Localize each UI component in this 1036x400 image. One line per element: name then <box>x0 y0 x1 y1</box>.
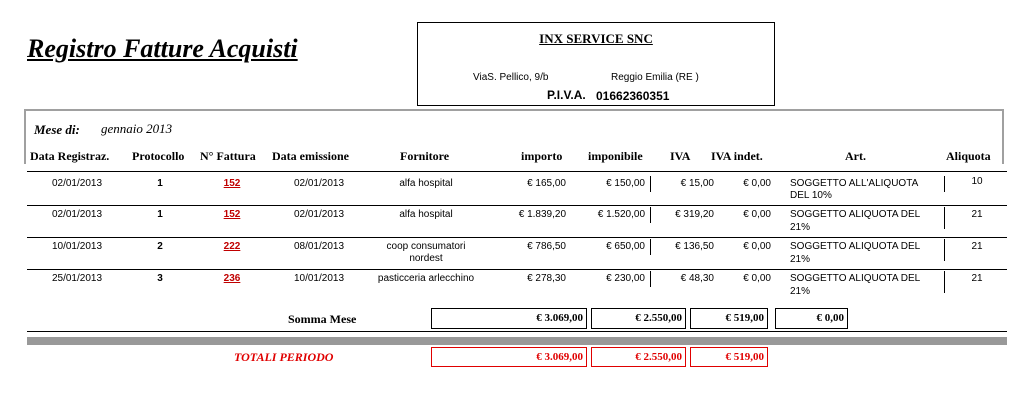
cell-art-line2: 21% <box>790 254 811 265</box>
period-total-iva: € 519,00 <box>690 347 768 367</box>
cell-iva: € 48,30 <box>680 273 714 284</box>
invoice-number-link[interactable]: 222 <box>223 241 241 252</box>
cell-art-line2: 21% <box>790 222 811 233</box>
invoice-number-link[interactable]: 152 <box>223 178 241 189</box>
month-value: gennaio 2013 <box>101 121 173 136</box>
header-divider <box>27 171 1007 172</box>
cell-data-registraz: 02/01/2013 <box>51 209 103 220</box>
cell-imponibile: € 230,00 <box>606 273 645 284</box>
monthly-total-iva-indet: € 0,00 <box>775 308 848 329</box>
monthly-total-iva: € 519,00 <box>690 308 768 329</box>
row-divider <box>27 269 1007 270</box>
company-city: Reggio Emilia (RE ) <box>611 72 699 83</box>
column-header-aliquota: Aliquota <box>946 149 991 163</box>
column-header-importo: importo <box>521 149 563 163</box>
column-header-numero-fattura: N° Fattura <box>200 149 256 163</box>
column-separator <box>944 271 945 293</box>
cell-art-line2: DEL 10% <box>790 190 832 201</box>
company-piva: 01662360351 <box>596 89 670 103</box>
column-header-protocollo: Protocollo <box>132 149 185 163</box>
cell-data-registraz: 25/01/2013 <box>51 273 103 284</box>
month-label: Mese di: <box>34 122 80 137</box>
company-street: ViaS. Pellico, 9/b <box>473 72 549 83</box>
cell-importo: € 786,50 <box>527 241 566 252</box>
cell-art-line1: SOGGETTO ALIQUOTA DEL <box>790 209 921 220</box>
cell-iva: € 136,50 <box>675 241 714 252</box>
cell-art-line1: SOGGETTO ALIQUOTA DEL <box>790 241 921 252</box>
period-total-importo: € 3.069,00 <box>431 347 587 367</box>
invoice-number-link[interactable]: 152 <box>223 209 241 220</box>
cell-fornitore-line2: nordest <box>409 253 443 264</box>
section-divider-bar <box>27 337 1007 345</box>
cell-fornitore: pasticceria arlecchino <box>377 273 475 284</box>
cell-data-registraz: 02/01/2013 <box>51 178 103 189</box>
cell-art-line2: 21% <box>790 286 811 297</box>
cell-data-emissione: 08/01/2013 <box>293 241 345 252</box>
cell-protocollo: 3 <box>157 273 163 284</box>
monthly-total-imponibile: € 2.550,00 <box>591 308 686 329</box>
monthly-total-importo: € 3.069,00 <box>431 308 587 329</box>
cell-aliquota: 10 <box>971 176 983 187</box>
row-divider <box>27 205 1007 206</box>
column-header-art: Art. <box>845 149 866 163</box>
company-info-box <box>417 22 775 106</box>
invoice-number-link[interactable]: 236 <box>223 273 241 284</box>
section-divider <box>27 331 1007 332</box>
cell-data-emissione: 02/01/2013 <box>293 209 345 220</box>
monthly-total-label: Somma Mese <box>288 312 357 326</box>
cell-fornitore: alfa hospital <box>399 209 453 220</box>
cell-protocollo: 1 <box>157 209 163 220</box>
cell-imponibile: € 150,00 <box>606 178 645 189</box>
column-header-iva-indet: IVA indet. <box>711 149 763 163</box>
column-separator <box>650 176 651 192</box>
cell-importo: € 1.839,20 <box>518 209 566 220</box>
cell-importo: € 278,30 <box>527 273 566 284</box>
cell-iva-indet: € 0,00 <box>743 209 771 220</box>
cell-aliquota: 21 <box>971 273 983 284</box>
cell-protocollo: 2 <box>157 241 163 252</box>
cell-data-emissione: 02/01/2013 <box>293 178 345 189</box>
cell-imponibile: € 1.520,00 <box>597 209 645 220</box>
column-header-fornitore: Fornitore <box>400 149 450 163</box>
company-name: INX SERVICE SNC <box>539 31 653 46</box>
cell-art-line1: SOGGETTO ALIQUOTA DEL <box>790 273 921 284</box>
cell-data-registraz: 10/01/2013 <box>51 241 103 252</box>
cell-data-emissione: 10/01/2013 <box>293 273 345 284</box>
cell-iva-indet: € 0,00 <box>743 273 771 284</box>
company-piva-label: P.I.V.A. <box>547 88 586 102</box>
cell-aliquota: 21 <box>971 241 983 252</box>
period-total-imponibile: € 2.550,00 <box>591 347 686 367</box>
cell-iva-indet: € 0,00 <box>743 178 771 189</box>
column-header-data-emissione: Data emissione <box>272 149 349 163</box>
column-header-iva: IVA <box>670 149 691 163</box>
cell-iva: € 319,20 <box>675 209 714 220</box>
cell-aliquota: 21 <box>971 209 983 220</box>
column-separator <box>650 207 651 223</box>
cell-iva: € 15,00 <box>680 178 714 189</box>
column-separator <box>650 271 651 287</box>
column-header-imponibile: imponibile <box>588 149 643 163</box>
row-divider <box>27 237 1007 238</box>
cell-importo: € 165,00 <box>527 178 566 189</box>
cell-iva-indet: € 0,00 <box>743 241 771 252</box>
cell-fornitore-line1: coop consumatori <box>386 241 466 252</box>
column-separator <box>650 239 651 255</box>
column-separator <box>944 207 945 229</box>
column-separator <box>944 239 945 261</box>
column-header-data-registraz: Data Registraz. <box>30 149 110 163</box>
report-title: Registro Fatture Acquisti <box>27 34 298 63</box>
column-separator <box>944 176 945 192</box>
period-total-label: TOTALI PERIODO <box>234 350 334 364</box>
cell-fornitore: alfa hospital <box>399 178 453 189</box>
cell-imponibile: € 650,00 <box>606 241 645 252</box>
cell-protocollo: 1 <box>157 178 163 189</box>
cell-art-line1: SOGGETTO ALL'ALIQUOTA <box>790 178 919 189</box>
